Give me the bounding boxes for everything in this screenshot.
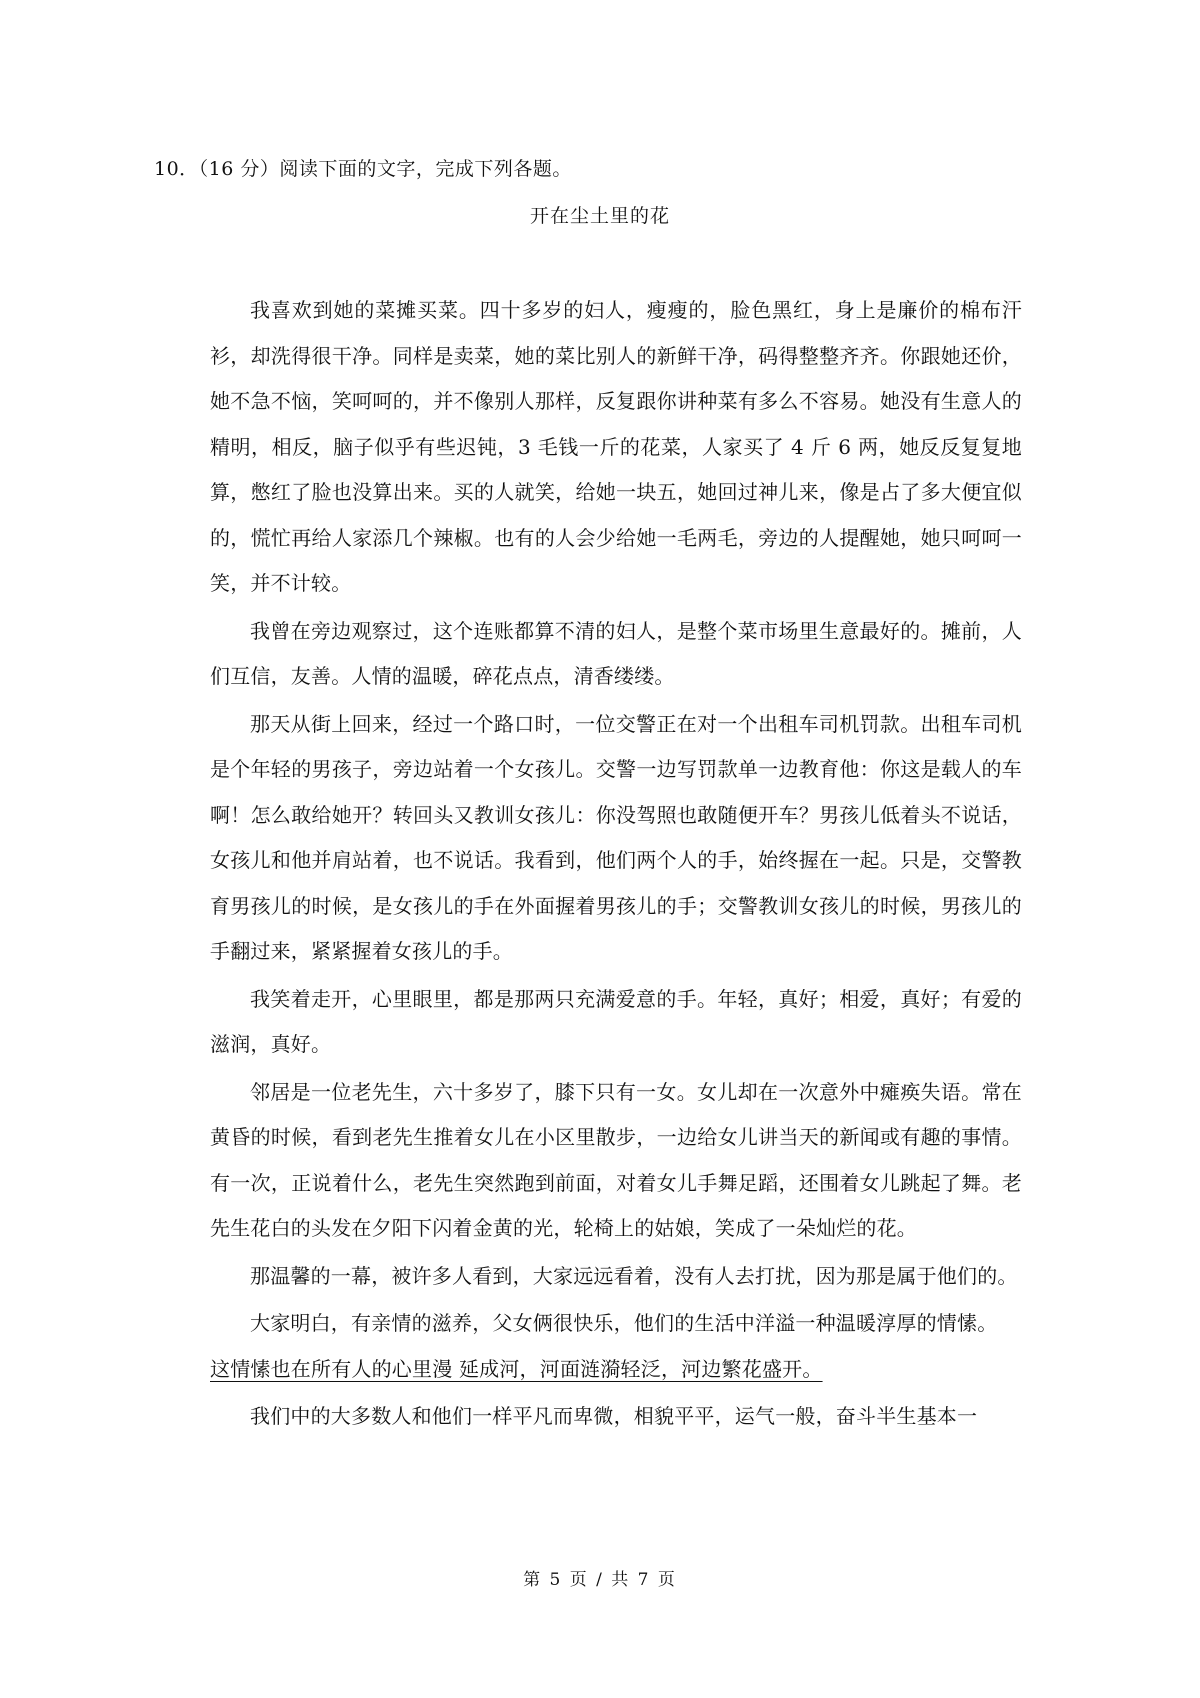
paragraph-5: 邻居是一位老先生，六十多岁了，膝下只有一女。女儿却在一次意外中瘫痪失语。常在黄昏的时候，看到老先生推着女儿在小区里散步，一边给女儿讲当天的新闻或有趣的事情。有一次，正说着什么，老先生突然跑到前面，对着女儿手舞足蹈，还围着女儿跳起了舞。老先生花白的头发在夕阳下闪着金黄的光，轮椅上的姑娘，笑成了一朵灿烂的花。 (210, 1079, 1022, 1240)
paragraph-7 (210, 1301, 1022, 1392)
article-title: 开在尘土里的花 (529, 205, 670, 227)
paragraph-3: 那天从街上回来，经过一个路口时，一位交警正在对一个出租车司机罚款。出租车司机是个年轻的男孩子，旁边站着一个女孩儿。交警一边写罚款单一边教育他：你这是载人的车啊！怎么敢给她开？转回头又教训女孩儿：你没驾照也敢随便开车？男孩儿低着头不说话，女孩儿和他并肩站着，也不说话。我看到，他们两个人的手，始终握在一起。只是，交警教育男孩儿的时候，是女孩儿的手在外面握着男孩儿的手；交警教训女孩儿的时候，男孩儿的手翻过来，紧紧握着女孩儿的手。 (210, 711, 1022, 963)
paragraph-1: 我喜欢到她的菜摊买菜。四十多岁的妇人，瘦瘦的，脸色黑红，身上是廉价的棉布汗衫，却洗得很干净。同样是卖菜，她的菜比别人的新鲜干净，码得整整齐齐。你跟她还价，她不急不恼，笑呵呵的，并不像别人那样，反复跟你讲种菜有多么不容易。她没有生意人的精明，相反，脑子似乎有些迟钝，3 毛钱一斤的花菜，人家买了 4 斤 6 两，她反反复复地算，憋红了脸也没算出来。买的人就笑，给她一块五，她回过神儿来，像是占了多大便宜似的，慌忙再给人家添几个辣椒。也有的人会少给她一毛两毛，旁边的人提醒她，她只呵呵一笑，并不计较。 (210, 298, 1022, 595)
underlined-sentence: 这情愫也在所有人的心里漫 延成河，河面涟漪轻泛，河边繁花盛开。 (210, 1356, 823, 1381)
page-footer: 第 5 页 / 共 7 页 (523, 1570, 677, 1590)
paragraph-6: 那温馨的一幕，被许多人看到，大家远远看着，没有人去打扰，因为那是属于他们的。 (250, 1263, 1018, 1288)
question-heading: 10．（16 分）阅读下面的文字，完成下列各题。 (154, 158, 572, 180)
paragraph-4: 我笑着走开，心里眼里，都是那两只充满爱意的手。年轻，真好；相爱，真好；有爱的滋润，真好。 (210, 986, 1022, 1056)
paragraph-7-first-sentence: 大家明白，有亲情的滋养，父女俩很快乐，他们的生活中洋溢一种温暖淳厚的情愫。 (250, 1311, 998, 1335)
article-body (210, 288, 1022, 1442)
paragraph-2: 我曾在旁边观察过，这个连账都算不清的妇人，是整个菜市场里生意最好的。摊前，人们互信，友善。人情的温暖，碎花点点，清香缕缕。 (210, 618, 1022, 688)
paragraph-8: 我们中的大多数人和他们一样平凡而卑微，相貌平平，运气一般，奋斗半生基本一 (250, 1404, 978, 1428)
